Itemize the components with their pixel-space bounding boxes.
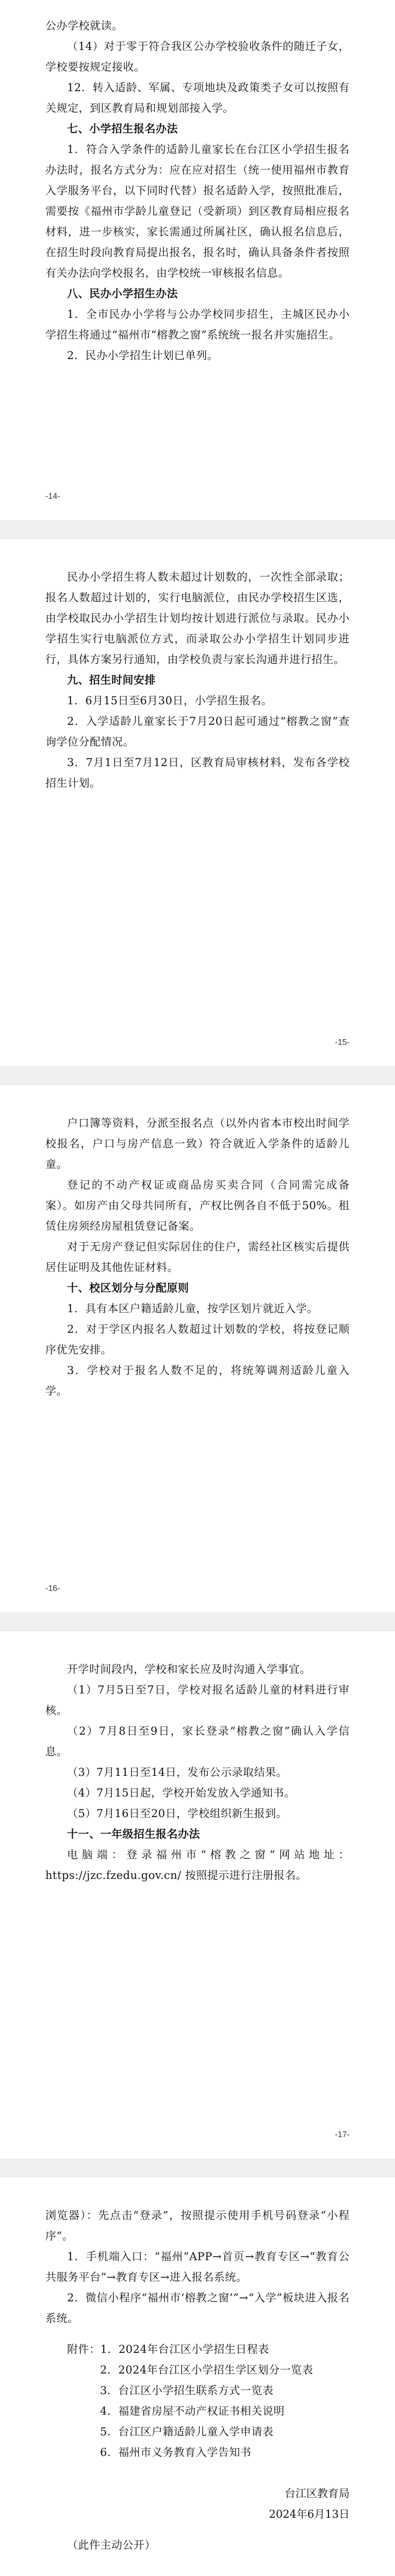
attachment-list-item: 3．台江区小学招生联系方式一览表 — [100, 2384, 274, 2397]
paragraph: 2．对于学区内报名人数超过计划数的学校，将按登记顺序优先安排。 — [45, 1323, 350, 1356]
document-page-1 — [0, 0, 395, 515]
attachment-list-item: 4．福建省房屋不动产权证书相关说明 — [100, 2405, 285, 2417]
paragraph: 开学时间段内，学校和家长应及时沟通入学事宜。 — [67, 1663, 311, 1675]
paragraph: （3）7月11日至14日，发布公示录取结果。 — [67, 1766, 288, 1778]
issuer-signature: 台江区教育局 — [285, 2487, 350, 2500]
paragraph: 登记的不动产权证或商品房买卖合同（合同需完成备案）。如房产由父母共同所有，产权比例各自不低于50%。租赁住房须经房屋租赁登记备案。 — [45, 1179, 350, 1232]
paragraph: 公办学校就读。 — [45, 20, 123, 32]
document-page-3 — [0, 1092, 395, 1607]
attachment-list-item: 5．台江区户籍适龄儿童入学申请表 — [100, 2426, 274, 2438]
paragraph: 户口簿等资料，分派至报名点（以外内省本市校出时间学校报名，户口与房产信息一致）符合就近入学条件的适龄儿童。 — [45, 1117, 350, 1171]
paragraph: （4）7月15日起，学校开始发放入学通知书。 — [67, 1787, 295, 1799]
paragraph: 对于无房产登记但实际居住的住户，需经社区核实后提供居住证明及其他佐证材料。 — [45, 1241, 350, 1274]
document-page-2 — [0, 546, 395, 1061]
disclosure-note: （此件主动公开） — [67, 2539, 156, 2551]
issue-date: 2024年6月13日 — [269, 2508, 350, 2520]
paragraph: （2）7月8日至9日，家长登录“榕教之窗”确认入学信息。 — [45, 1725, 350, 1758]
paragraph: （1）7月5日至7日，学校对报名适龄儿童的材料进行审核。 — [45, 1684, 350, 1717]
section-heading: 七、小学招生报名办法 — [67, 123, 178, 135]
page-separator — [0, 520, 395, 539]
attachment-list-item: 附件：1．2024年台江区小学招生日程表 — [67, 2343, 269, 2355]
section-heading: 八、民办小学招生办法 — [67, 287, 178, 300]
paragraph: （5）7月16日至20日，学校组织新生报到。 — [67, 1807, 288, 1820]
paragraph: 2．民办小学招生计划已单列。 — [67, 349, 219, 362]
attachment-list-item: 2．2024年台江区小学招生学区划分一览表 — [100, 2364, 314, 2376]
page-number: -14- — [45, 492, 60, 501]
paragraph: 1．手机端入口：“福州”APP→首页→教育专区→“教育公共服务平台”→教育专区→进入报名系统。 — [45, 2250, 350, 2283]
paragraph: 2．微信小程序“福州市‘榕教之窗’”→“入学”板块进入报名系统。 — [45, 2292, 350, 2325]
paragraph: 1．全市民办小学将与公办学校同步招生，主城区民办小学招生将通过“福州市“榕教之窗”系统统一报名并实施招生。 — [45, 308, 350, 341]
page-separator — [0, 1066, 395, 1085]
attachment-list-item: 6．福州市义务教育入学告知书 — [100, 2446, 252, 2459]
page-number: -16- — [45, 1584, 60, 1593]
paragraph: 1．符合入学条件的适龄儿童家长在台江区小学招生报名办法时，报名方式分为：应在应对招生（统一使用福州市教育入学服务平台，以下同时代替）报名适龄入学，按照批准后，需要按《福州市学龄儿童登记（受新项）到区教育局相应报名材料，进一步核实，家长需通过所属社区，确认报名信息后，在招生时段向教育局提出报名，报名时，确认具备条件者按照有关办法向学校报名，由学校统一审核报名信息。 — [45, 143, 350, 279]
paragraph: 2．入学适龄儿童家长于7月20日起可通过“榕教之窗”查询学位分配情况。 — [45, 715, 350, 748]
paragraph: 浏览器）：先点击“登录”，按照提示使用手机号码登录“小程序”。 — [45, 2209, 350, 2242]
paragraph: 1．6月15日至6月30日，小学招生报名。 — [67, 694, 273, 707]
paragraph: 12．转入适龄、军属、专项地块及政策类子女可以按照有关规定，到区教育局和规划部接入学。 — [45, 81, 350, 114]
paragraph: 电脑端：登录福州市“榕教之窗”网站地址：https://jzc.fzedu.gov.cn/ 按照提示进行注册报名。 — [45, 1849, 350, 1882]
paragraph: 民办小学招生将人数未超过计划数的，一次性全部录取；报名人数超过计划的，实行电脑派位，由民办学校招生区选，由学校取民办小学招生计划均按计划进行派位与录取。民办小学招生实行电脑派位方式，而录取公办小学招生计划同步进行，具体方案另行通知，由学校负责与家长沟通并进行招生。 — [45, 571, 350, 666]
document-page-4 — [0, 1638, 395, 2154]
page-number: -17- — [335, 2130, 350, 2139]
paragraph: （14）对于零于符合我区公办学校验收条件的随迁子女，学校要按规定接收。 — [45, 40, 350, 73]
page-separator — [0, 2159, 395, 2177]
paragraph: 1．具有本区户籍适龄儿童，按学区划片就近入学。 — [67, 1302, 318, 1315]
section-heading: 十一、一年级招生报名办法 — [67, 1828, 200, 1840]
page-number: -15- — [335, 1038, 350, 1047]
section-heading: 十、校区划分与分配原则 — [67, 1282, 189, 1294]
page-separator — [0, 1613, 395, 1631]
paragraph: 3．学校对于报名人数不足的，将统筹调剂适龄儿童入学。 — [45, 1364, 350, 1397]
document-page-5 — [0, 2184, 395, 2576]
paragraph: 3．7月1日至7月12日，区教育局审核材料，发布各学校招生计划。 — [45, 756, 350, 789]
section-heading: 九、招生时间安排 — [67, 674, 156, 686]
